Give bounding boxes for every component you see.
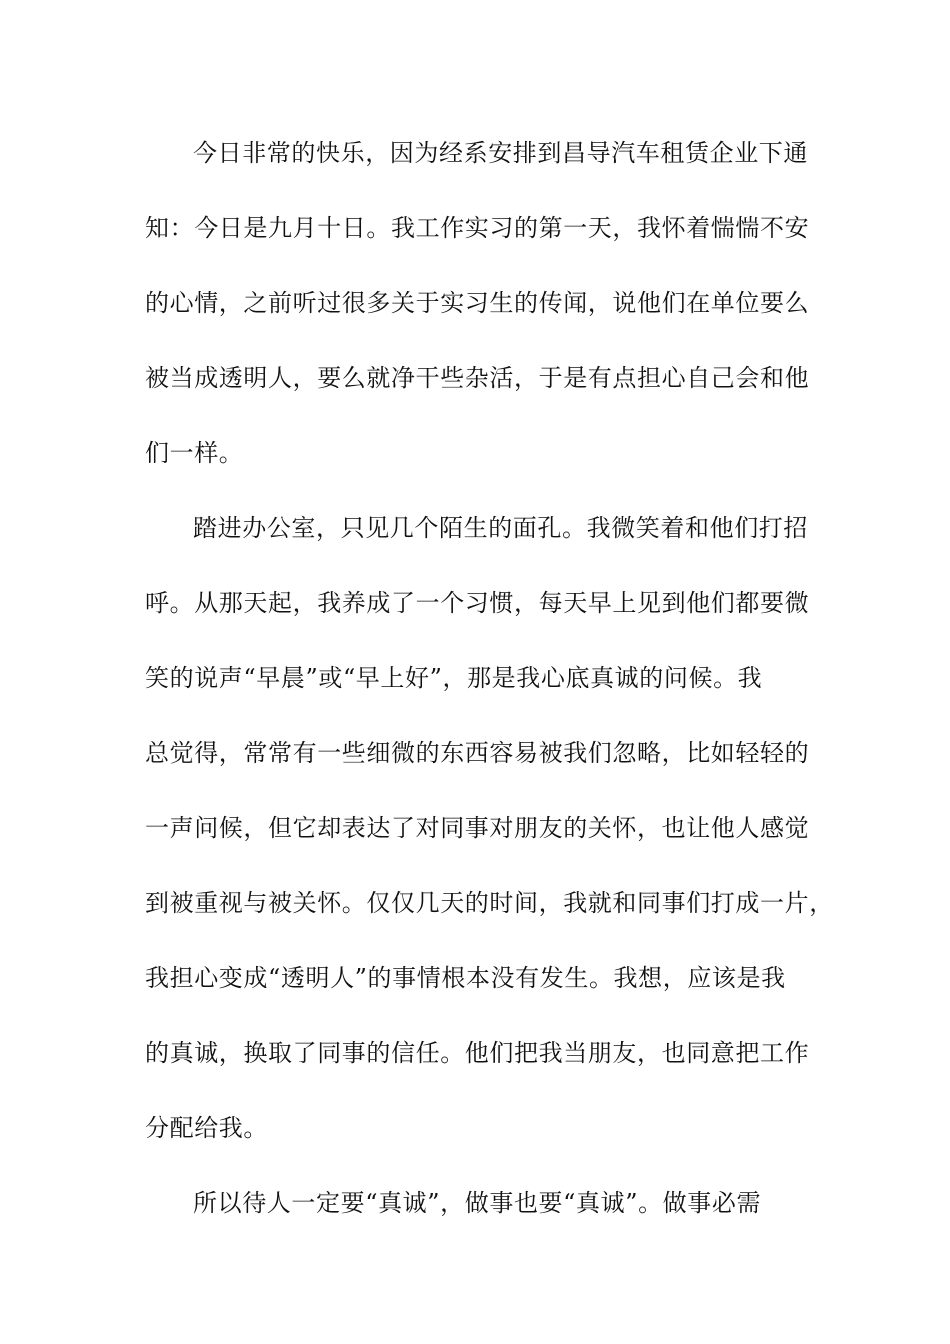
text-line: 分配给我。 bbox=[145, 1114, 268, 1142]
text-line: 被当成透明人，要么就净干些杂活，于是有点担心自己会和他 bbox=[145, 364, 810, 392]
text-line: 呼。从那天起，我养成了一个习惯，每天早上见到他们都要微 bbox=[145, 589, 810, 617]
text-line: 的真诚，换取了同事的信任。他们把我当朋友，也同意把工作 bbox=[145, 1039, 810, 1067]
text-line: 一声问候，但它却表达了对同事对朋友的关怀，也让他人感觉 bbox=[145, 814, 810, 842]
text-line: 我担心变成“透明人”的事情根本没有发生。我想，应该是我 bbox=[145, 964, 786, 992]
text-line: 知：今日是九月十日。我工作实习的第一天，我怀着惴惴不安 bbox=[145, 214, 810, 242]
text-line: 笑的说声“早晨”或“早上好”，那是我心底真诚的问候。我 bbox=[145, 664, 763, 692]
text-line: 踏进办公室，只见几个陌生的面孔。我微笑着和他们打招 bbox=[193, 514, 808, 542]
text-line: 总觉得，常常有一些细微的东西容易被我们忽略，比如轻轻的 bbox=[145, 739, 810, 767]
body-text bbox=[145, 128, 834, 1253]
text-line: 所以待人一定要“真诚”，做事也要“真诚”。做事必需 bbox=[193, 1189, 762, 1217]
paragraph-3 bbox=[145, 1178, 805, 1253]
text-line: 到被重视与被关怀。仅仅几天的时间，我就和同事们打成一片， bbox=[145, 889, 834, 917]
text-line: 们一样。 bbox=[145, 439, 244, 467]
text-line: 的心情，之前听过很多关于实习生的传闻，说他们在单位要么 bbox=[145, 289, 810, 317]
paragraph-1 bbox=[145, 128, 810, 503]
text-line: 今日非常的快乐，因为经系安排到昌导汽车租赁企业下通 bbox=[193, 139, 808, 167]
paragraph-2 bbox=[145, 503, 834, 1178]
